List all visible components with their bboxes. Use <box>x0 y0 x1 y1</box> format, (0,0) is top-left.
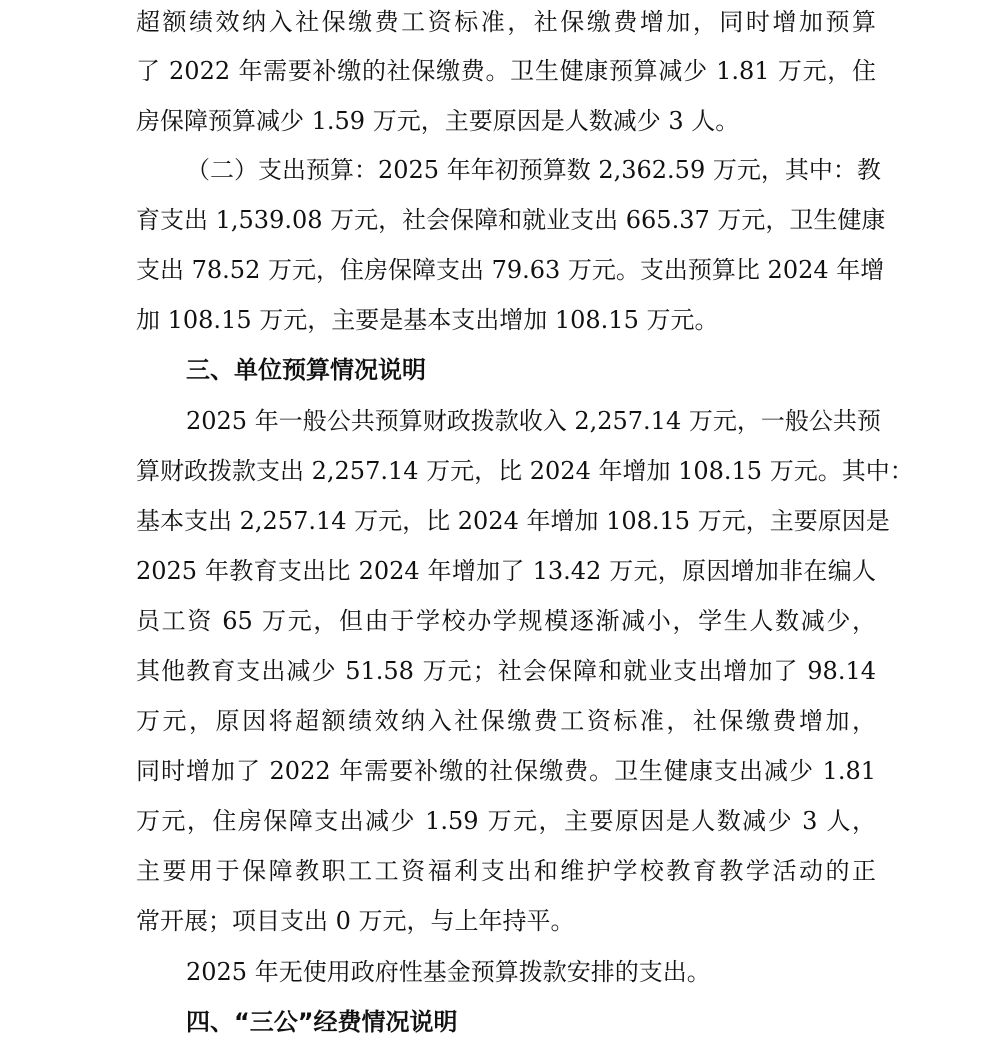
text-line: 常开展；项目支出 0 万元，与上年持平。 <box>136 907 575 935</box>
text-line: 万元，原因将超额绩效纳入社保缴费工资标准，社保缴费增加， <box>136 707 876 735</box>
text-line: 主要用于保障教职工工资福利支出和维护学校教育教学活动的正 <box>136 857 876 885</box>
text-line: 同时增加了 2022 年需要补缴的社保缴费。卫生健康支出减少 1.81 <box>136 757 876 785</box>
text-line: 房保障预算减少 1.59 万元，主要原因是人数减少 3 人。 <box>136 107 740 135</box>
text-line: 了 2022 年需要补缴的社保缴费。卫生健康预算减少 1.81 万元，住 <box>136 57 876 85</box>
section-heading: 四、“三公”经费情况说明 <box>186 1008 458 1036</box>
text-line: 员工资 65 万元，但由于学校办学规模逐渐减小，学生人数减少， <box>136 607 876 635</box>
text-line: 2025 年一般公共预算财政拨款收入 2,257.14 万元，一般公共预 <box>186 407 881 435</box>
text-line: 万元，住房保障支出减少 1.59 万元，主要原因是人数减少 3 人， <box>136 807 876 835</box>
text-line: 2025 年教育支出比 2024 年增加了 13.42 万元，原因增加非在编人 <box>136 557 876 585</box>
section-heading: 三、单位预算情况说明 <box>186 356 426 384</box>
text-line: 支出 78.52 万元，住房保障支出 79.63 万元。支出预算比 2024 年增 <box>136 256 885 284</box>
text-line: 其他教育支出减少 51.58 万元；社会保障和就业支出增加了 98.14 <box>136 657 876 685</box>
text-line: 超额绩效纳入社保缴费工资标准，社保缴费增加，同时增加预算 <box>136 8 876 36</box>
text-line: 2025 年无使用政府性基金预算拨款安排的支出。 <box>186 958 711 986</box>
text-line: （二）支出预算：2025 年年初预算数 2,362.59 万元，其中：教 <box>186 156 881 184</box>
text-line: 育支出 1,539.08 万元，社会保障和就业支出 665.37 万元，卫生健康 <box>136 206 886 234</box>
text-line: 加 108.15 万元，主要是基本支出增加 108.15 万元。 <box>136 306 719 334</box>
text-line: 算财政拨款支出 2,257.14 万元，比 2024 年增加 108.15 万元。其中： <box>136 457 914 485</box>
text-line: 基本支出 2,257.14 万元，比 2024 年增加 108.15 万元，主要原因是 <box>136 507 890 535</box>
